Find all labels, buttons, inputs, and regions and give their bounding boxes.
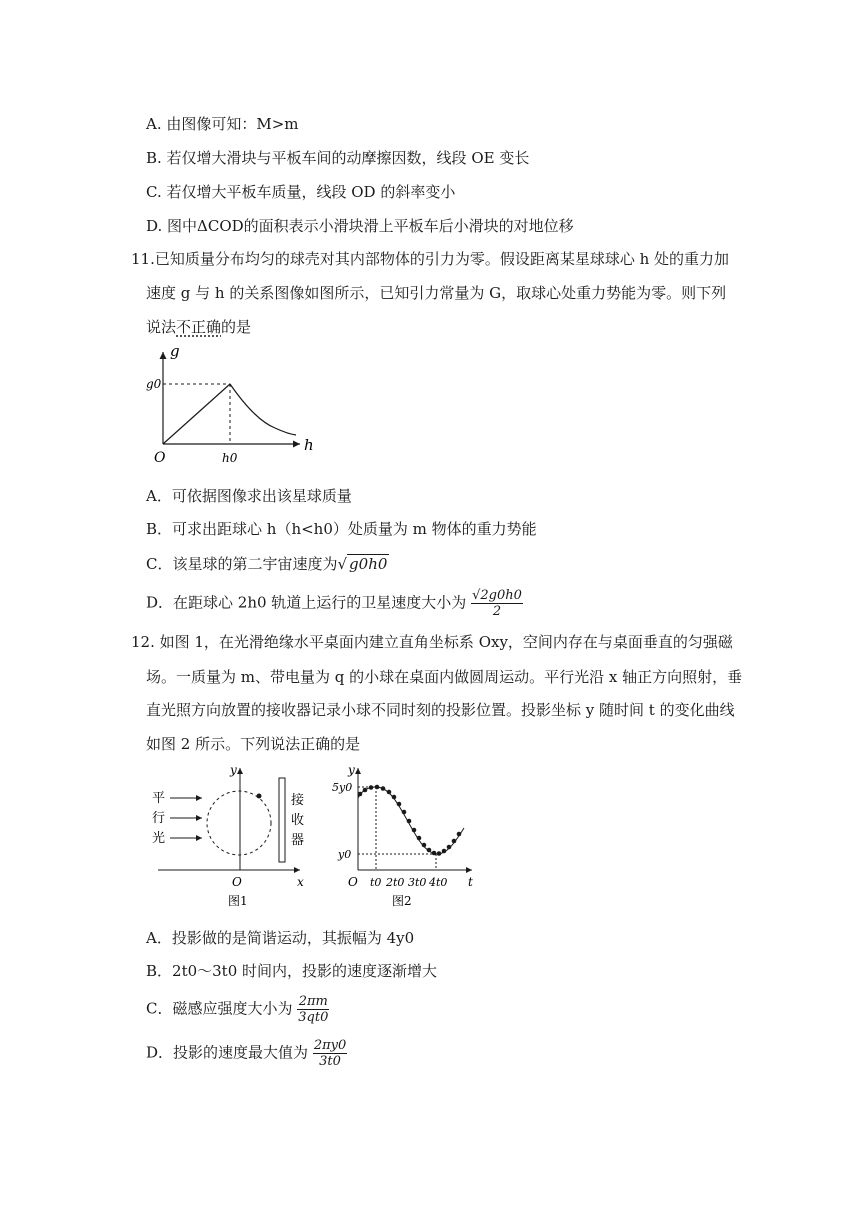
- q12-option-d-denominator: 3t0: [319, 1054, 341, 1069]
- q11-option-a: A．可依据图像求出该星球质量: [146, 487, 352, 505]
- fig1-receiver-char-2: 收: [291, 813, 305, 828]
- fig1-dashed-circle: [207, 791, 271, 855]
- q12-option-d-numerator: 2πy0: [313, 1038, 347, 1053]
- q12-option-c-fraction: [297, 994, 329, 1025]
- fig2-point: [442, 849, 447, 854]
- q10-option-a: A. 由图像可知：M>m: [146, 115, 299, 133]
- fig2-caption: 图2: [392, 894, 412, 908]
- q10-option-c: C. 若仅增大平板车质量，线段 OD 的斜率变小: [146, 183, 456, 201]
- fig2-point: [447, 845, 452, 850]
- fig1-light-char-3: 光: [152, 831, 166, 846]
- q11-option-d: [146, 588, 523, 619]
- q11-stem-line2: 速度 g 与 h 的关系图像如图所示，已知引力常量为 G，取球心处重力势能为零。则下列: [146, 284, 727, 302]
- fig2-origin-label: O: [348, 875, 358, 889]
- fig2-point: [397, 802, 402, 807]
- fig1-caption: 图1: [228, 894, 248, 908]
- fig2-t-tick-4: 4t0: [429, 876, 448, 889]
- q12-option-d-fraction: [313, 1038, 347, 1069]
- q11-decay-curve: [230, 384, 296, 435]
- fig2-point: [407, 819, 412, 824]
- q12-option-c-text: C．磁感应强度大小为: [146, 999, 293, 1018]
- fig2-point: [452, 839, 457, 844]
- fig2-point: [381, 786, 386, 791]
- q12-option-a: A．投影做的是简谐运动，其振幅为 4y0: [146, 929, 415, 947]
- q11-option-d-fraction: [471, 588, 523, 619]
- q12-stem-line2: 场。一质量为 m、带电量为 q 的小球在桌面内做圆周运动。平行光沿 x 轴正方向照射，垂: [146, 668, 743, 686]
- fig1-x-label: x: [297, 875, 304, 889]
- fig1-receiver-char-3: 器: [291, 833, 305, 848]
- q11-option-c-text: C．该星球的第二宇宙速度为: [146, 555, 338, 573]
- fig2-point: [422, 843, 427, 848]
- q11-origin-label: O: [154, 450, 166, 466]
- fig2-t-tick-1: t0: [370, 876, 382, 889]
- q12-stem-line4: 如图 2 所示。下列说法正确的是: [146, 735, 361, 753]
- q11-option-d-denominator: 2: [492, 604, 502, 619]
- fig2-y-bottom-tick: y0: [338, 848, 352, 861]
- q10-option-d: D. 图中ΔCOD的面积表示小滑块滑上平板车后小滑块的对地位移: [146, 217, 574, 235]
- q12-option-c-denominator: 3qt0: [298, 1010, 329, 1025]
- q11-y-label: g: [170, 342, 180, 360]
- fig2-point: [358, 792, 363, 797]
- q12-stem-line3: 直光照方向放置的接收器记录小球不同时刻的投影位置。投影坐标 y 随时间 t 的变化曲线: [146, 701, 735, 719]
- q11-stem-line1: 11.已知质量分布均匀的球壳对其内部物体的引力为零。假设距离某星球球心 h 处的重力加: [131, 250, 730, 268]
- fig1-light-char-1: 平: [152, 791, 166, 806]
- fig2-point: [402, 810, 407, 815]
- fig2-point: [437, 851, 442, 856]
- q11-option-c-expr: g0h0: [349, 555, 388, 573]
- q11-rise-line: [163, 384, 230, 444]
- fig1-receiver-char-1: 接: [291, 793, 305, 808]
- q12-option-c-numerator: 2πm: [298, 994, 328, 1009]
- fig2-y-label: y: [348, 763, 355, 777]
- q11-stem-line3: [146, 316, 251, 337]
- q11-x-label: h: [304, 436, 314, 454]
- fig2-t-tick-3: 3t0: [408, 876, 427, 889]
- q11-g0-tick: g0: [146, 377, 162, 391]
- q11-stem-line3-pre: 说法: [146, 318, 177, 336]
- q11-option-b: B．可求出距球心 h（h<h0）处质量为 m 物体的重力势能: [146, 520, 537, 538]
- q12-figure1: [148, 760, 318, 910]
- fig2-data-points: [358, 785, 462, 856]
- fig2-point: [363, 788, 368, 793]
- fig2-point: [412, 828, 417, 833]
- fig1-light-char-2: 行: [152, 811, 166, 826]
- q10-option-b: B. 若仅增大滑块与平板车间的动摩擦因数，线段 OE 变长: [146, 149, 530, 167]
- fig1-origin-label: O: [232, 875, 242, 889]
- q11-option-c: C．该星球的第二宇宙速度为√ g0h0: [146, 555, 388, 573]
- fig2-y-top-tick: 5y0: [332, 781, 353, 794]
- q12-stem-line1: 12. 如图 1，在光滑绝缘水平桌面内建立直角坐标系 Oxy，空间内存在与桌面垂直的匀强磁: [131, 633, 733, 651]
- q12-option-d-text: D．投影的速度最大值为: [146, 1043, 309, 1062]
- q12-option-b: B．2t0～3t0 时间内，投影的速度逐渐增大: [146, 962, 438, 980]
- q11-option-d-numerator: √2g0h0: [472, 588, 522, 603]
- fig2-point: [427, 848, 432, 853]
- q12-option-d: [146, 1038, 347, 1069]
- q11-stem-line3-post: 的是: [221, 318, 252, 336]
- fig2-t-label: t: [468, 875, 473, 889]
- q11-h0-tick: h0: [222, 451, 238, 465]
- fig2-t-tick-2: 2t0: [386, 876, 405, 889]
- q11-option-d-text: D．在距球心 2h0 轨道上运行的卫星速度大小为: [146, 593, 467, 612]
- fig1-receiver: [279, 778, 285, 862]
- q11-emphasis: 不正确: [176, 318, 222, 336]
- fig2-point: [387, 790, 392, 795]
- q11-graph: [140, 340, 330, 470]
- fig1-y-label: y: [230, 763, 237, 777]
- fig2-point: [457, 832, 462, 837]
- q12-figure2: [330, 760, 480, 910]
- fig2-point: [417, 836, 422, 841]
- fig2-point: [392, 795, 397, 800]
- q12-option-c: [146, 994, 329, 1025]
- fig1-ball: [257, 794, 262, 799]
